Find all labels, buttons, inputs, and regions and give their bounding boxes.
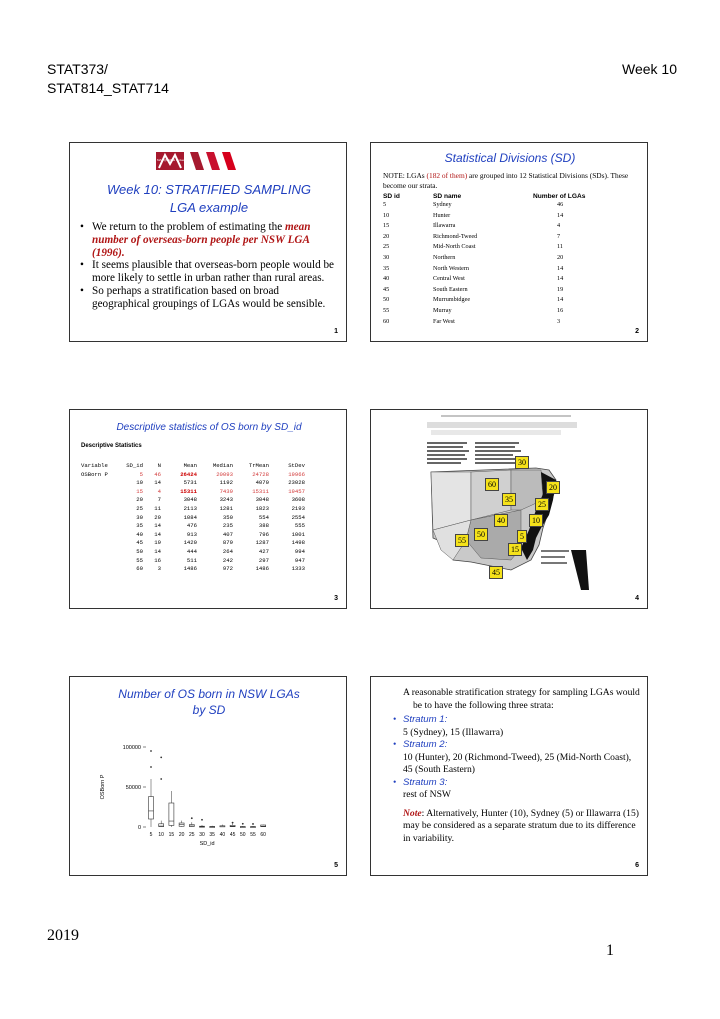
stats-median: 407 (222, 530, 233, 538)
outlier-point (191, 817, 193, 819)
table-row (383, 243, 643, 254)
y-tick-label: 100000 (122, 745, 141, 751)
stats-n: 14 (154, 522, 161, 530)
col-sd-id: SD id (383, 193, 400, 200)
map-label-55: 55 (455, 534, 469, 547)
slide-6 (370, 676, 648, 876)
footer-page-number: 1 (606, 942, 614, 959)
slide3-subtitle: Descriptive Statistics (81, 443, 142, 449)
slide1-bullet-2: • It seems plausible that overseas-born people would be more likely to settle in urban rather than rural areas. (78, 259, 336, 285)
stats-sdid: 10 (136, 479, 143, 487)
lga-count-cell: 3 (557, 317, 561, 325)
stats-n: 7 (157, 496, 161, 504)
table-row (81, 522, 321, 531)
sd-id-cell: 30 (383, 253, 390, 261)
lga-count-cell: 14 (557, 296, 564, 304)
x-tick-label: 30 (199, 832, 205, 838)
col-num-lgas: Number of LGAs (533, 193, 586, 200)
sd-name-cell: Illawarra (433, 222, 456, 230)
slide2-title: Statistical Divisions (SD) (444, 151, 576, 165)
lga-count-cell: 14 (557, 211, 564, 219)
stats-n: 20 (154, 513, 161, 521)
stats-median: 972 (222, 565, 233, 573)
outlier-point (201, 819, 203, 821)
stats-col-sdid: SD_id (126, 462, 143, 469)
table-row (81, 488, 321, 497)
table-row (81, 539, 321, 548)
stats-stdev: 994 (294, 547, 305, 555)
table-row (81, 471, 321, 480)
stratum-3-label: Stratum 3: (403, 776, 448, 788)
stats-stdev: 947 (294, 556, 305, 564)
stats-col-mean: Mean (183, 462, 197, 469)
stats-n: 14 (154, 530, 161, 538)
stats-median: 1192 (219, 479, 233, 487)
slide5-title-line2: by SD (192, 703, 226, 717)
stats-trmean: 1287 (255, 539, 269, 547)
sd-name-cell: Murrumbidgee (433, 296, 471, 304)
stats-trmean: 1486 (255, 565, 269, 573)
slide1-bullets (78, 221, 336, 311)
sd-id-cell: 25 (383, 243, 390, 251)
stats-sdid: 20 (136, 496, 143, 504)
box (149, 797, 154, 819)
course-code-line1: STAT373/ (47, 61, 108, 77)
table-row (383, 201, 643, 212)
map-label-30: 30 (515, 456, 529, 469)
slide-number: 1 (334, 328, 338, 335)
stats-n: 46 (154, 470, 161, 478)
slide-2 (370, 142, 648, 342)
slide-3 (69, 409, 347, 609)
stats-mean: 913 (186, 530, 197, 538)
stats-variable (81, 496, 119, 505)
sd-table-header (383, 193, 643, 201)
table-row (81, 496, 321, 505)
stats-col-n: N (157, 462, 161, 469)
table-row (383, 307, 643, 318)
sd-id-cell: 45 (383, 285, 390, 293)
slide1-title-line1: Week 10: STRATIFIED SAMPLING (107, 182, 311, 197)
stratum-2 (393, 739, 643, 777)
x-axis-label: SD_id (199, 841, 215, 847)
stats-median: 350 (222, 513, 233, 521)
bullet1-emphasis: mean number of overseas-born people per NSW LGA (1996). (92, 221, 311, 259)
map-label-50: 50 (474, 528, 488, 541)
x-tick-label: 60 (260, 832, 266, 838)
stats-n: 14 (154, 547, 161, 555)
table-row (81, 565, 321, 574)
table-row (383, 233, 643, 244)
sd-name-cell: Murray (433, 306, 452, 314)
sd-name-cell: Northern (433, 253, 456, 261)
sd-id-cell: 60 (383, 317, 390, 325)
stats-trmean: 388 (258, 522, 269, 530)
stats-variable (81, 557, 119, 566)
stats-mean: 444 (186, 547, 197, 555)
stats-trmean: 4070 (255, 479, 269, 487)
map-label-10: 10 (529, 514, 543, 527)
note-text-post: are grouped into 12 Statistical Divisions (SDs). These become our strata. (383, 171, 629, 190)
stats-stdev: 1001 (291, 530, 305, 538)
sd-table (383, 193, 643, 328)
outlier-point (242, 823, 244, 825)
sd-id-cell: 5 (383, 201, 387, 208)
slide-number: 4 (635, 595, 639, 602)
slide1-title-line2: LGA example (169, 200, 249, 215)
stats-n: 3 (157, 565, 161, 573)
table-row (383, 275, 643, 286)
table-row (383, 212, 643, 223)
map-label-60: 60 (485, 478, 499, 491)
stats-col-median: Median (212, 462, 233, 469)
logo-text: MACQUARIE University (157, 158, 190, 162)
y-tick-label: 0 (137, 825, 141, 831)
stats-n: 16 (154, 556, 161, 564)
sd-table-body (383, 201, 643, 328)
table-row (383, 296, 643, 307)
sd-id-cell: 55 (383, 306, 390, 314)
boxplot-chart (70, 737, 348, 867)
map-label-15: 15 (508, 543, 522, 556)
lga-count-cell: 46 (557, 201, 564, 208)
x-tick-label: 55 (250, 832, 256, 838)
box (169, 803, 174, 825)
x-tick-label: 20 (178, 832, 185, 838)
outlier-point (160, 778, 162, 780)
lga-count-cell: 14 (557, 275, 564, 283)
stats-stdev: 1333 (291, 565, 305, 573)
stats-sdid: 25 (136, 504, 143, 512)
x-tick-label: 25 (189, 832, 195, 838)
stats-trmean: 427 (258, 547, 269, 555)
course-code-line2: STAT814_STAT714 (47, 80, 169, 96)
stats-header (81, 462, 321, 471)
stats-stdev: 19966 (288, 470, 305, 478)
map-label-25: 25 (535, 498, 549, 511)
lga-count-cell: 16 (557, 306, 564, 314)
stats-variable (81, 488, 119, 497)
sd-name-cell: Central West (433, 275, 465, 283)
sd-name-cell: Hunter (433, 211, 451, 219)
slide6-content (393, 687, 643, 845)
stats-col-stdev: StDev (288, 462, 305, 469)
map-label-20: 20 (546, 481, 560, 494)
lga-count-cell: 20 (557, 253, 564, 261)
y-axis-label: OSBorn P (100, 774, 106, 800)
table-row (383, 222, 643, 233)
stats-stdev: 23028 (288, 479, 305, 487)
stratum-bullet: • (393, 776, 397, 788)
table-row (81, 479, 321, 488)
stats-col-variable: Variable (81, 462, 108, 469)
stats-n: 19 (154, 539, 161, 547)
stats-mean: 15311 (180, 487, 197, 495)
outlier-point (232, 822, 234, 824)
lga-count-cell: 11 (557, 243, 563, 251)
sd-id-cell: 35 (383, 264, 390, 272)
stats-body (81, 471, 321, 574)
stats-median: 264 (222, 547, 233, 555)
slide6-intro: A reasonable stratification strategy for sampling LGAs would be to have the following three strata: (403, 687, 640, 711)
stats-sdid: 30 (136, 513, 143, 521)
table-row (383, 318, 643, 329)
table-row (383, 265, 643, 276)
stats-variable (81, 514, 119, 523)
table-row (81, 557, 321, 566)
sd-id-cell: 20 (383, 232, 390, 240)
stats-variable (81, 522, 119, 531)
stats-trmean: 1823 (255, 504, 269, 512)
stratum-2-text: 10 (Hunter), 20 (Richmond-Tweed), 25 (Mid-North Coast), 45 (South Eastern) (403, 751, 632, 775)
stratum-bullet: • (393, 714, 397, 725)
x-tick-label: 5 (149, 832, 153, 838)
nsw-map (371, 410, 649, 610)
sd-id-cell: 15 (383, 222, 390, 230)
map-label-5: 5 (517, 530, 527, 543)
stats-sdid: 50 (136, 547, 143, 555)
stats-stdev: 2193 (291, 504, 305, 512)
slide-number: 2 (635, 328, 639, 335)
stats-mean: 1486 (183, 565, 197, 573)
sd-name-cell: Richmond-Tweed (433, 232, 478, 240)
stratum-1-text: 5 (Sydney), 15 (Illawarra) (403, 726, 504, 738)
slide6-note (403, 808, 643, 846)
stats-stdev: 19457 (288, 487, 305, 495)
bullet1-text: We return to the problem of estimating the (92, 221, 283, 233)
outlier-point (160, 757, 162, 759)
stats-stdev: 2554 (291, 513, 305, 521)
stratum-3 (393, 776, 643, 802)
stats-mean: 511 (186, 556, 197, 564)
sd-id-cell: 10 (383, 211, 390, 219)
stats-variable: OSBorn P (81, 470, 108, 478)
map-label-35: 35 (502, 493, 516, 506)
slide1-bullet-1 (78, 221, 336, 259)
stats-stdev: 1498 (291, 539, 305, 547)
sd-name-cell: Mid-North Coast (433, 243, 476, 251)
stats-n: 4 (157, 487, 161, 495)
stats-variable (81, 479, 119, 488)
map-label-45: 45 (489, 566, 503, 579)
stats-trmean: 554 (258, 513, 269, 521)
stratum-1-label: Stratum 1: (403, 714, 448, 725)
stratum-1 (393, 714, 643, 739)
stats-median: 3243 (219, 496, 233, 504)
stats-n: 14 (154, 479, 161, 487)
table-row (81, 514, 321, 523)
table-row (81, 548, 321, 557)
stats-sdid: 35 (136, 522, 143, 530)
table-row (383, 286, 643, 297)
slide-number: 5 (334, 862, 338, 869)
week-label: Week 10 (622, 61, 677, 77)
stats-stdev: 3608 (291, 496, 305, 504)
note-text: : Alternatively, Hunter (10), Sydney (5) or Illawarra (15) may be considered as a separate stratum due to its difference in variability. (403, 807, 639, 844)
stats-n: 11 (154, 504, 161, 512)
stats-trmean: 796 (258, 530, 269, 538)
sd-name-cell: North Western (433, 264, 469, 272)
table-row (81, 531, 321, 540)
stats-sdid: 40 (136, 530, 143, 538)
stratum-2-label: Stratum 2: (403, 739, 448, 750)
stats-variable (81, 565, 119, 574)
stats-mean: 1084 (183, 513, 197, 521)
slide-1 (69, 142, 347, 342)
slide3-title: Descriptive statistics of OS born by SD_id (116, 422, 302, 433)
stats-variable (81, 539, 119, 548)
stats-mean: 3048 (183, 496, 197, 504)
slide2-note (383, 171, 641, 190)
footer-year: 2019 (47, 927, 79, 944)
stats-sdid: 15 (136, 487, 143, 495)
lga-count-cell: 14 (557, 264, 564, 272)
stats-sdid: 55 (136, 556, 143, 564)
outlier-point (150, 766, 152, 768)
note-text-pre: NOTE: LGAs (383, 171, 425, 180)
slide-number: 3 (334, 595, 338, 602)
macquarie-logo (156, 150, 252, 172)
slide-5 (69, 676, 347, 876)
note-label: Note (403, 807, 422, 819)
slide5-title (70, 686, 348, 718)
stats-variable (81, 531, 119, 540)
stats-variable (81, 505, 119, 514)
stats-mean: 2113 (183, 504, 197, 512)
map-label-40: 40 (494, 514, 508, 527)
note-lga-count: (182 of them) (426, 171, 468, 180)
stats-trmean: 24728 (252, 470, 269, 478)
stats-trmean: 3048 (255, 496, 269, 504)
slide-4 (370, 409, 648, 609)
outlier-point (252, 823, 254, 825)
stats-col-trmean: TrMean (248, 462, 269, 469)
stats-mean: 5731 (183, 479, 197, 487)
sd-id-cell: 40 (383, 275, 390, 283)
y-tick-label: 50000 (125, 785, 141, 791)
stats-mean: 26424 (180, 470, 197, 478)
stats-stdev: 555 (294, 522, 305, 530)
x-tick-label: 35 (209, 832, 215, 838)
lga-count-cell: 4 (557, 222, 561, 230)
x-tick-label: 40 (219, 832, 226, 838)
slide1-bullet-3: • So perhaps a stratification based on broad geographical groupings of LGAs would be sensible. (78, 285, 336, 311)
x-tick-label: 50 (240, 832, 246, 838)
x-tick-label: 15 (168, 832, 175, 838)
sd-name-cell: South Eastern (433, 285, 468, 293)
x-tick-label: 10 (158, 832, 164, 838)
stats-table (81, 462, 321, 574)
stats-sdid: 60 (136, 565, 143, 573)
outlier-point (150, 750, 152, 752)
stats-sdid: 5 (139, 470, 143, 478)
stats-mean: 1420 (183, 539, 197, 547)
stats-trmean: 297 (258, 556, 269, 564)
stats-variable (81, 548, 119, 557)
stats-trmean: 15311 (252, 487, 269, 495)
course-code (47, 60, 169, 98)
stratum-bullet: • (393, 739, 397, 750)
sd-name-cell: Far West (433, 317, 455, 325)
stats-median: 235 (222, 522, 233, 530)
stats-median: 7439 (219, 487, 233, 495)
sd-id-cell: 50 (383, 296, 390, 304)
slide5-title-line1: Number of OS born in NSW LGAs (118, 687, 300, 701)
slide-number: 6 (635, 862, 639, 869)
col-sd-name: SD name (433, 193, 462, 200)
x-tick-label: 45 (229, 832, 236, 838)
stats-median: 1281 (219, 504, 233, 512)
stats-sdid: 45 (136, 539, 143, 547)
stats-median: 20093 (216, 470, 233, 478)
stats-median: 242 (222, 556, 233, 564)
lga-count-cell: 19 (557, 285, 564, 293)
table-row (383, 254, 643, 265)
map-legend-left (427, 442, 469, 464)
sd-name-cell: Sydney (433, 201, 452, 208)
table-row (81, 505, 321, 514)
lga-count-cell: 7 (557, 232, 561, 240)
stratum-3-text: rest of NSW (403, 789, 451, 800)
stats-mean: 476 (186, 522, 197, 530)
slide1-title (70, 181, 348, 217)
stats-median: 879 (222, 539, 233, 547)
